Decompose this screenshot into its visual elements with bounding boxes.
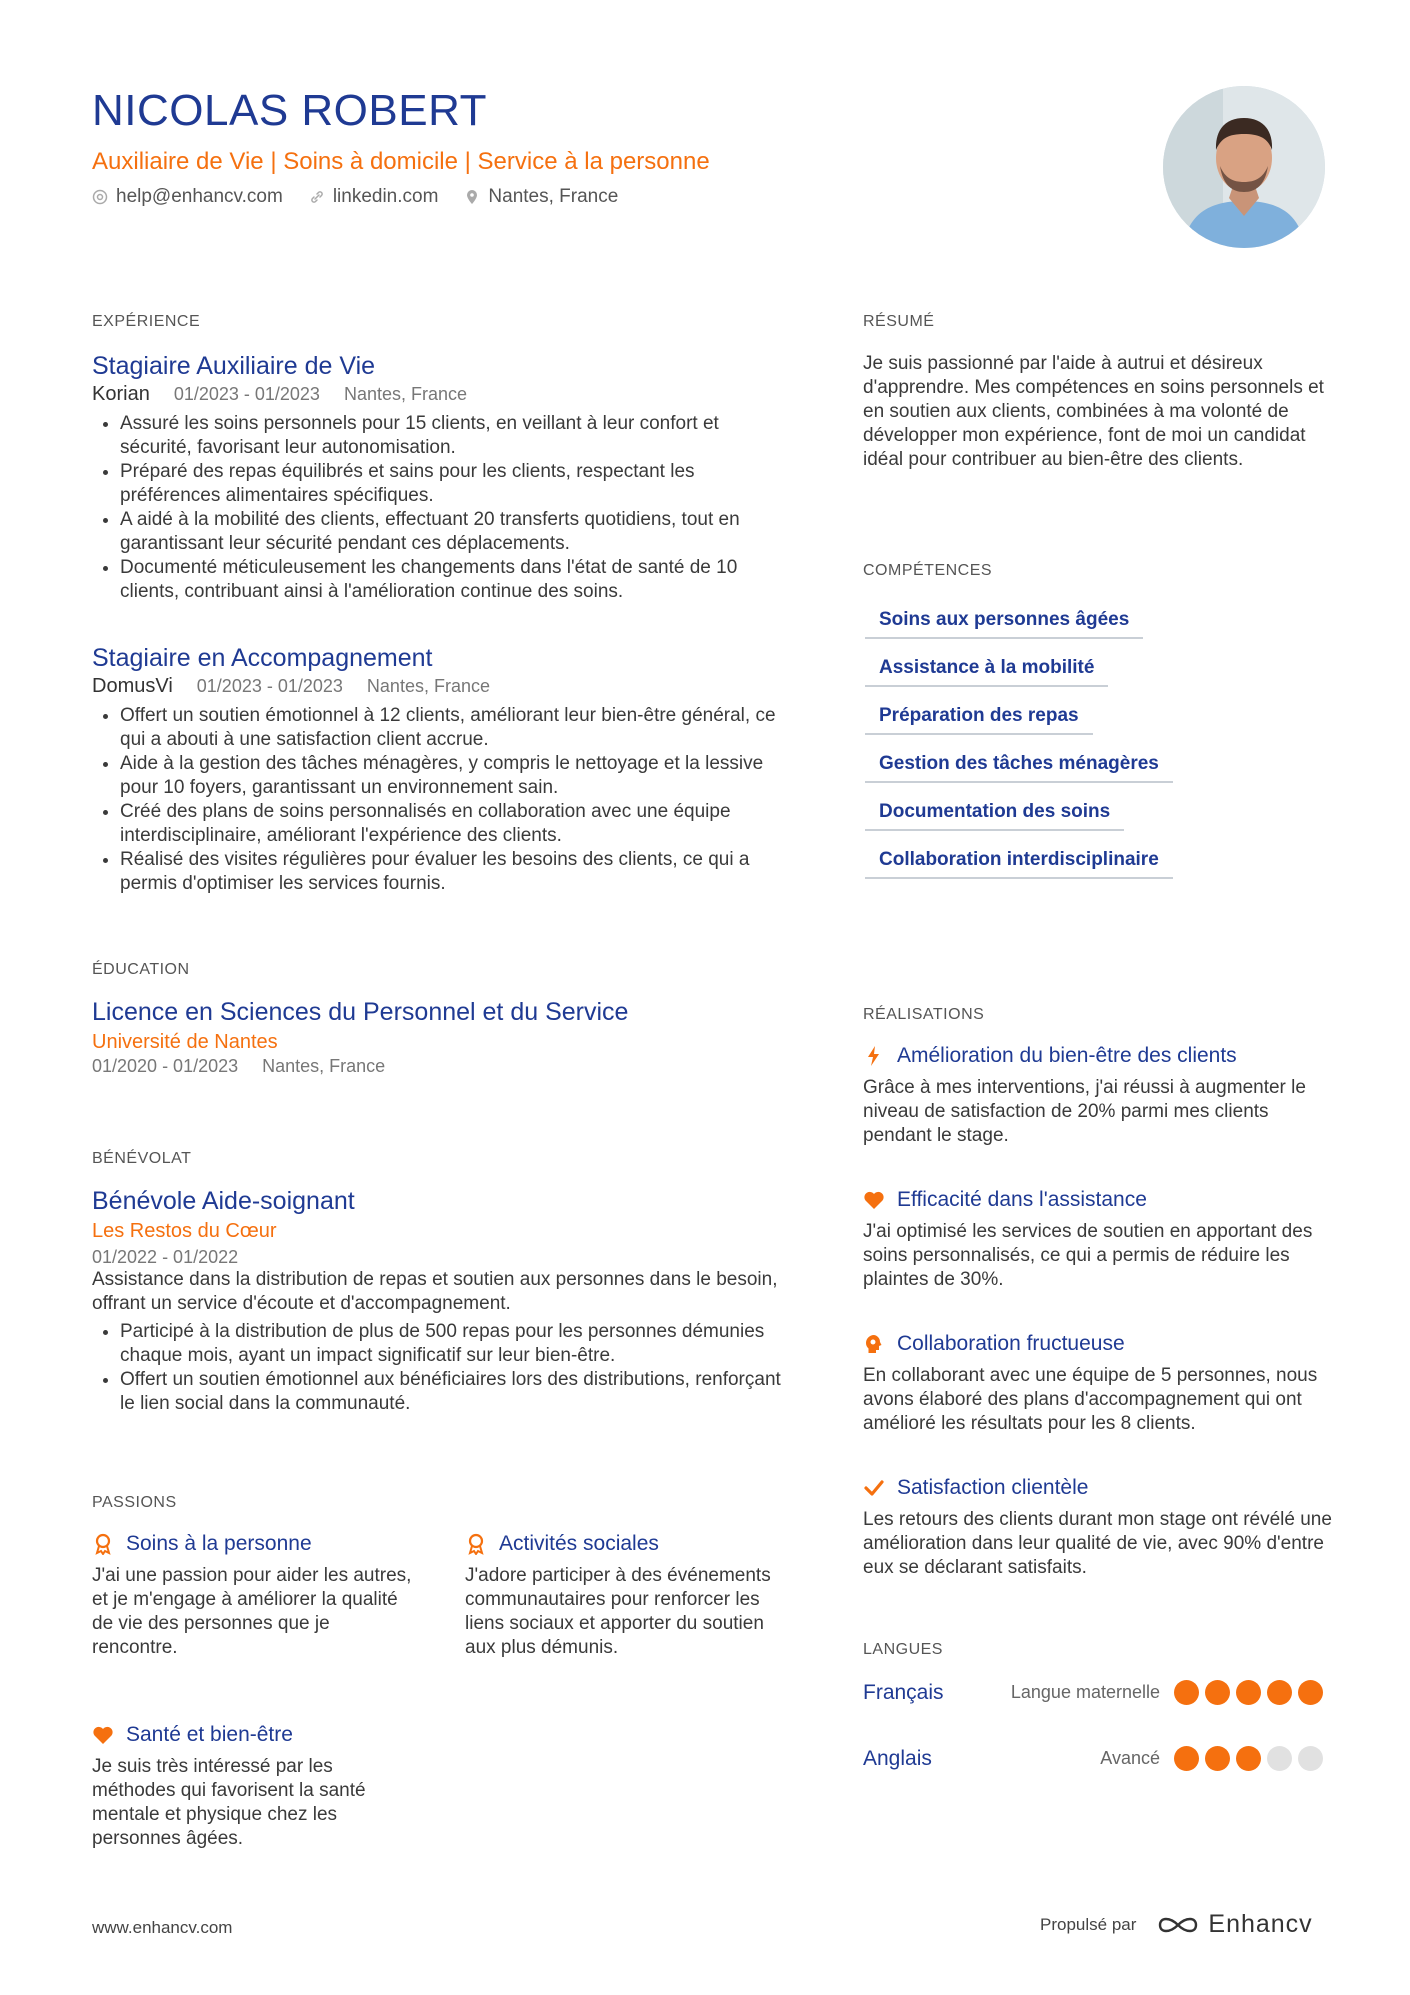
education-section-title: ÉDUCATION xyxy=(92,961,190,978)
skill-tag: Collaboration interdisciplinaire xyxy=(865,849,1173,879)
language-item xyxy=(863,1680,1323,1705)
job-bullets xyxy=(92,704,792,896)
achievements-section-title: RÉALISATIONS xyxy=(863,1006,985,1023)
rating-dot-filled xyxy=(1174,1746,1199,1771)
bullet-item: • Créé des plans de soins personnalisés en collaboration avec une équipe interdisciplinaire, améliorant l'expérience des clients. xyxy=(120,800,792,848)
skill-tag: Assistance à la mobilité xyxy=(865,657,1108,687)
skill-tag: Gestion des tâches ménagères xyxy=(865,753,1173,783)
achievement-item xyxy=(863,1476,1338,1580)
powered-by-label: Propulsé par xyxy=(1040,1914,1137,1934)
achievement-item xyxy=(863,1044,1338,1148)
contact-location xyxy=(464,186,618,208)
volunteer-org: Les Restos du Cœur xyxy=(92,1220,277,1242)
passion-item xyxy=(92,1532,412,1660)
passion-text: J'ai une passion pour aider les autres, et je m'engage à améliorer la qualité de vie des personnes que je rencontre. xyxy=(92,1565,412,1658)
passion-item xyxy=(92,1723,412,1851)
achievement-item xyxy=(863,1188,1338,1292)
bullet-item: • Participé à la distribution de plus de 500 repas pour les personnes démunies chaque mois, ayant un impact significatif sur leur bien-être. xyxy=(120,1320,792,1368)
skills-section-title: COMPÉTENCES xyxy=(863,562,993,579)
language-rating xyxy=(1174,1680,1323,1705)
checkmark-icon xyxy=(863,1477,885,1499)
language-rating xyxy=(1174,1746,1323,1771)
volunteer-description: Assistance dans la distribution de repas et soutien aux personnes dans le besoin, offrant un service d'écoute et d'accompagnement. xyxy=(92,1269,778,1314)
location-text: Nantes, France xyxy=(488,186,619,207)
achievement-text: En collaborant avec une équipe de 5 personnes, nous avons élaboré des plans d'accompagnement qui ont amélioré les résultats pour les 8 clients. xyxy=(863,1365,1318,1434)
rating-dot-empty xyxy=(1267,1746,1292,1771)
profile-photo xyxy=(1163,86,1325,248)
education-item xyxy=(92,998,792,1077)
brand-logo[interactable] xyxy=(1156,1910,1312,1939)
contact-email[interactable] xyxy=(92,186,283,208)
passion-title: Activités sociales xyxy=(499,1532,659,1555)
rating-dot-filled xyxy=(1236,1746,1261,1771)
achievement-title: Satisfaction clientèle xyxy=(897,1476,1089,1499)
volunteer-role: Bénévole Aide-soignant xyxy=(92,1187,355,1215)
job-title: Stagiaire Auxiliaire de Vie xyxy=(92,352,376,380)
degree-title: Licence en Sciences du Personnel et du Service xyxy=(92,998,629,1026)
experience-item xyxy=(92,644,792,896)
experience-item xyxy=(92,352,792,604)
footer-branding xyxy=(1040,1910,1313,1939)
passion-title: Santé et bien-être xyxy=(126,1723,293,1746)
language-name: Français xyxy=(863,1680,944,1704)
bullet-item: • Préparé des repas équilibrés et sains pour les clients, respectant les préférences alimentaires spécifiques. xyxy=(120,460,792,508)
language-item xyxy=(863,1746,1323,1771)
location-pin-icon xyxy=(464,189,480,205)
candidate-name: NICOLAS ROBERT xyxy=(92,86,487,135)
rating-dot-filled xyxy=(1298,1680,1323,1705)
achievement-text: Grâce à mes interventions, j'ai réussi à augmenter le niveau de satisfaction de 20% parmi mes clients pendant le stage. xyxy=(863,1077,1306,1146)
job-dates: 01/2023 - 01/2023 xyxy=(173,384,320,404)
skill-tag: Documentation des soins xyxy=(865,801,1124,831)
company-name: Korian xyxy=(92,383,150,405)
achievement-title: Efficacité dans l'assistance xyxy=(897,1188,1147,1211)
skill-tag: Préparation des repas xyxy=(865,705,1093,735)
education-dates: 01/2020 - 01/2023 xyxy=(92,1056,239,1076)
job-location: Nantes, France xyxy=(343,384,468,404)
contact-bar xyxy=(92,186,618,208)
rating-dot-filled xyxy=(1205,1746,1230,1771)
passions-section-title: PASSIONS xyxy=(92,1494,177,1511)
job-bullets xyxy=(92,412,792,604)
achievement-text: Les retours des clients durant mon stage ont révélé une amélioration dans leur qualité de vie, avec 90% d'entre eux se déclarant satisfaits. xyxy=(863,1509,1332,1578)
passion-text: J'adore participer à des événements communautaires pour renforcer les liens sociaux et apporter du soutien aux plus démunis. xyxy=(465,1565,771,1658)
bullet-item: • A aidé à la mobilité des clients, effectuant 20 transferts quotidiens, tout en garantissant leur sécurité pendant ces déplacements. xyxy=(120,508,792,556)
bullet-item: • Réalisé des visites régulières pour évaluer les besoins des clients, ce qui a permis d'optimiser les services fournis. xyxy=(120,848,792,896)
footer-website[interactable]: www.enhancv.com xyxy=(92,1918,233,1937)
bullet-item: • Offert un soutien émotionnel aux bénéficiaires lors des distributions, renforçant le lien social dans la communauté. xyxy=(120,1368,792,1416)
heart-icon xyxy=(92,1724,114,1746)
summary-text: Je suis passionné par l'aide à autrui et désireux d'apprendre. Mes compétences en soins personnels et en soutien aux clients, combinées à ma volonté de développer mon expérience, font de moi un candidat idéal pour contribuer au bien-être des clients. xyxy=(863,353,1324,470)
passion-item xyxy=(465,1532,795,1660)
rating-dot-filled xyxy=(1174,1680,1199,1705)
skill-tag: Soins aux personnes âgées xyxy=(865,609,1143,639)
lightning-bolt-icon xyxy=(863,1045,885,1067)
candidate-headline: Auxiliaire de Vie | Soins à domicile | Service à la personne xyxy=(92,148,710,175)
head-brain-icon xyxy=(863,1333,885,1355)
passion-title: Soins à la personne xyxy=(126,1532,312,1555)
achievement-item xyxy=(863,1332,1338,1436)
at-icon xyxy=(92,189,108,205)
rating-dot-filled xyxy=(1236,1680,1261,1705)
bullet-item: • Documenté méticuleusement les changements dans l'état de santé de 10 clients, contribuant ainsi à l'amélioration continue des soins. xyxy=(120,556,792,604)
brand-name: Enhancv xyxy=(1208,1910,1313,1938)
achievement-title: Collaboration fructueuse xyxy=(897,1332,1125,1355)
job-location: Nantes, France xyxy=(366,676,490,696)
skills-list xyxy=(865,609,1335,897)
language-level: Avancé xyxy=(1100,1748,1160,1768)
summary-section-title: RÉSUMÉ xyxy=(863,313,935,330)
award-ribbon-icon xyxy=(465,1533,487,1555)
experience-section-title: EXPÉRIENCE xyxy=(92,313,201,330)
bullet-item: • Assuré les soins personnels pour 15 clients, en veillant à leur confort et sécurité, favorisant leur autonomisation. xyxy=(120,412,792,460)
languages-section-title: LANGUES xyxy=(863,1641,943,1658)
enhancv-logo-icon xyxy=(1156,1913,1200,1937)
bullet-item: • Offert un soutien émotionnel à 12 clients, améliorant leur bien-être général, ce qui a abouti à une satisfaction client accrue. xyxy=(120,704,792,752)
volunteer-bullets xyxy=(92,1320,792,1416)
rating-dot-empty xyxy=(1298,1746,1323,1771)
achievement-text: J'ai optimisé les services de soutien en apportant des soins personnalisés, ce qui a permis de réduire les plaintes de 30%. xyxy=(863,1221,1313,1290)
job-dates: 01/2023 - 01/2023 xyxy=(196,676,343,696)
school-name: Université de Nantes xyxy=(92,1031,278,1053)
language-name: Anglais xyxy=(863,1746,932,1770)
company-name: DomusVi xyxy=(92,675,173,697)
linkedin-text: linkedin.com xyxy=(332,186,439,207)
award-ribbon-icon xyxy=(92,1533,114,1555)
volunteer-dates: 01/2022 - 01/2022 xyxy=(92,1247,239,1267)
rating-dot-filled xyxy=(1267,1680,1292,1705)
passion-text: Je suis très intéressé par les méthodes qui favorisent la santé mentale et physique chez les personnes âgées. xyxy=(92,1756,366,1849)
achievement-title: Amélioration du bien-être des clients xyxy=(897,1044,1237,1067)
job-title: Stagiaire en Accompagnement xyxy=(92,644,433,672)
link-icon xyxy=(309,189,325,205)
email-text: help@enhancv.com xyxy=(116,186,283,207)
language-level: Langue maternelle xyxy=(1010,1682,1160,1702)
bullet-item: • Aide à la gestion des tâches ménagères, y compris le nettoyage et la lessive pour 10 foyers, garantissant un environnement sain. xyxy=(120,752,792,800)
contact-linkedin[interactable] xyxy=(309,186,439,208)
volunteer-section-title: BÉNÉVOLAT xyxy=(92,1150,192,1167)
education-location: Nantes, France xyxy=(262,1056,386,1076)
heart-icon xyxy=(863,1189,885,1211)
volunteer-item xyxy=(92,1187,792,1416)
rating-dot-filled xyxy=(1205,1680,1230,1705)
